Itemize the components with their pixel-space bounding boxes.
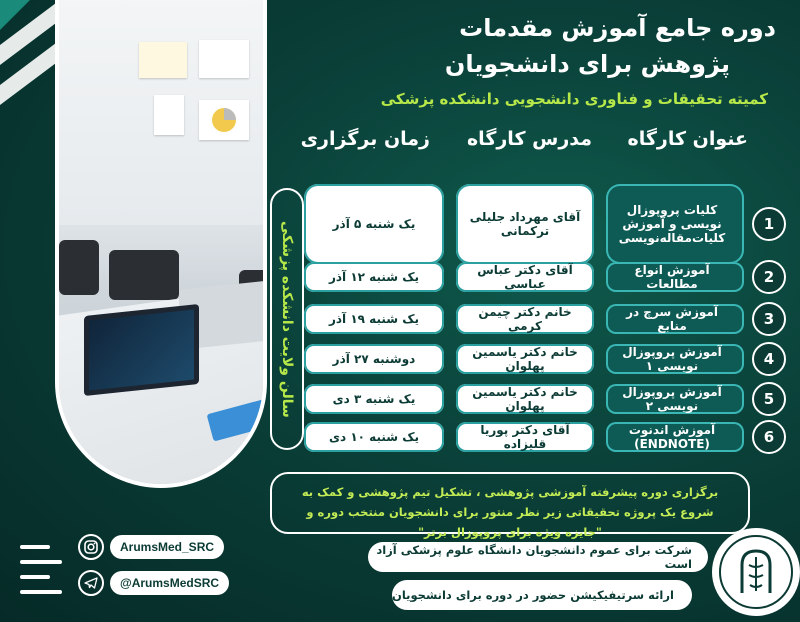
telegram-icon: [78, 570, 104, 596]
workshop-row: [256, 420, 786, 454]
page-title-line2: پژوهش برای دانشجویان: [444, 50, 730, 78]
column-header-time: زمان برگزاری: [300, 128, 430, 150]
workshop-teacher: خانم دکتر یاسمین پهلوان: [456, 344, 594, 374]
workshop-time: دوشنبه ۲۷ آذر: [304, 344, 444, 374]
classroom-photo: [55, 0, 267, 488]
promo-note: برگزاری دوره پیشرفته آموزشی پژوهشی ، تشکیل تیم پژوهشی و کمک به شروع یک پروژه تحقیقاتی زیر نظر منتور برای دانشجویان منتخب دوره و "جایزه ویژه برای پروپوزال برتر": [270, 472, 750, 534]
workshop-title: آموزش پروپوزال نویسی ۱: [606, 344, 744, 374]
workshop-title: آموزش سرچ در منابع: [606, 304, 744, 334]
workshop-title: آموزش اندنوت (ENDNOTE): [606, 422, 744, 452]
workshop-teacher: آقای دکتر پوریا قلیزاده: [456, 422, 594, 452]
venue-text: سالن ولایت دانشکده پزشکی: [279, 220, 295, 418]
instagram-icon: [78, 534, 104, 560]
column-header-title: عنوان کارگاه: [627, 128, 748, 150]
row-number: 5: [752, 382, 786, 416]
instagram-handle[interactable]: ArumsMed_SRC: [110, 535, 224, 559]
workshop-row: [256, 302, 786, 336]
organizer-subtitle: کمیته تحقیقات و فناوری دانشجویی دانشکده پزشکی: [380, 90, 768, 108]
workshop-time: یک شنبه ۱۰ دی: [304, 422, 444, 452]
info-certificate: ارائه سرتیفیکیشن حضور در دوره برای دانشجویان: [392, 580, 692, 610]
committee-logo: [712, 528, 800, 616]
workshop-teacher: آقای مهرداد جلیلی ترکمانی: [456, 184, 594, 264]
workshop-row: [256, 342, 786, 376]
decorative-stripes: [0, 0, 60, 140]
decorative-dash: [20, 575, 50, 579]
telegram-handle[interactable]: @ArumsMedSRC: [110, 571, 229, 595]
workshop-title: آموزش پروپوزال نویسی ۲: [606, 384, 744, 414]
decorative-dash: [20, 560, 62, 564]
workshop-teacher: آقای دکتر عباس عباسی: [456, 262, 594, 292]
row-number: 6: [752, 420, 786, 454]
row-number: 2: [752, 260, 786, 294]
workshop-row: [256, 260, 786, 294]
row-number: 1: [752, 207, 786, 241]
decorative-dash: [20, 590, 62, 594]
telegram-link[interactable]: [78, 570, 229, 596]
workshop-title: آموزش انواع مطالعات: [606, 262, 744, 292]
decorative-dash: [20, 545, 50, 549]
workshop-teacher: خانم دکتر چیمن کرمی: [456, 304, 594, 334]
workshop-time: یک شنبه ۱۲ آذر: [304, 262, 444, 292]
venue-label: [270, 188, 304, 450]
row-number: 3: [752, 302, 786, 336]
workshop-row: [256, 182, 786, 266]
workshop-time: یک شنبه ۱۹ آذر: [304, 304, 444, 334]
info-eligibility: شرکت برای عموم دانشجویان دانشگاه علوم پزشکی آزاد است: [368, 542, 708, 572]
workshop-time: یک شنبه ۳ دی: [304, 384, 444, 414]
workshop-teacher: خانم دکتر یاسمین پهلوان: [456, 384, 594, 414]
instagram-link[interactable]: [78, 534, 224, 560]
caduceus-icon: [736, 547, 776, 597]
column-header-teacher: مدرس کارگاه: [466, 128, 592, 150]
workshop-time: یک شنبه ۵ آذر: [304, 184, 444, 264]
workshop-title: کلیات پروپوزال نویسی و آموزش کلیات‌مقاله‌نویسی: [606, 184, 744, 264]
row-number: 4: [752, 342, 786, 376]
page-title: دوره جامع آموزش مقدمات: [459, 14, 776, 42]
workshop-row: [256, 382, 786, 416]
